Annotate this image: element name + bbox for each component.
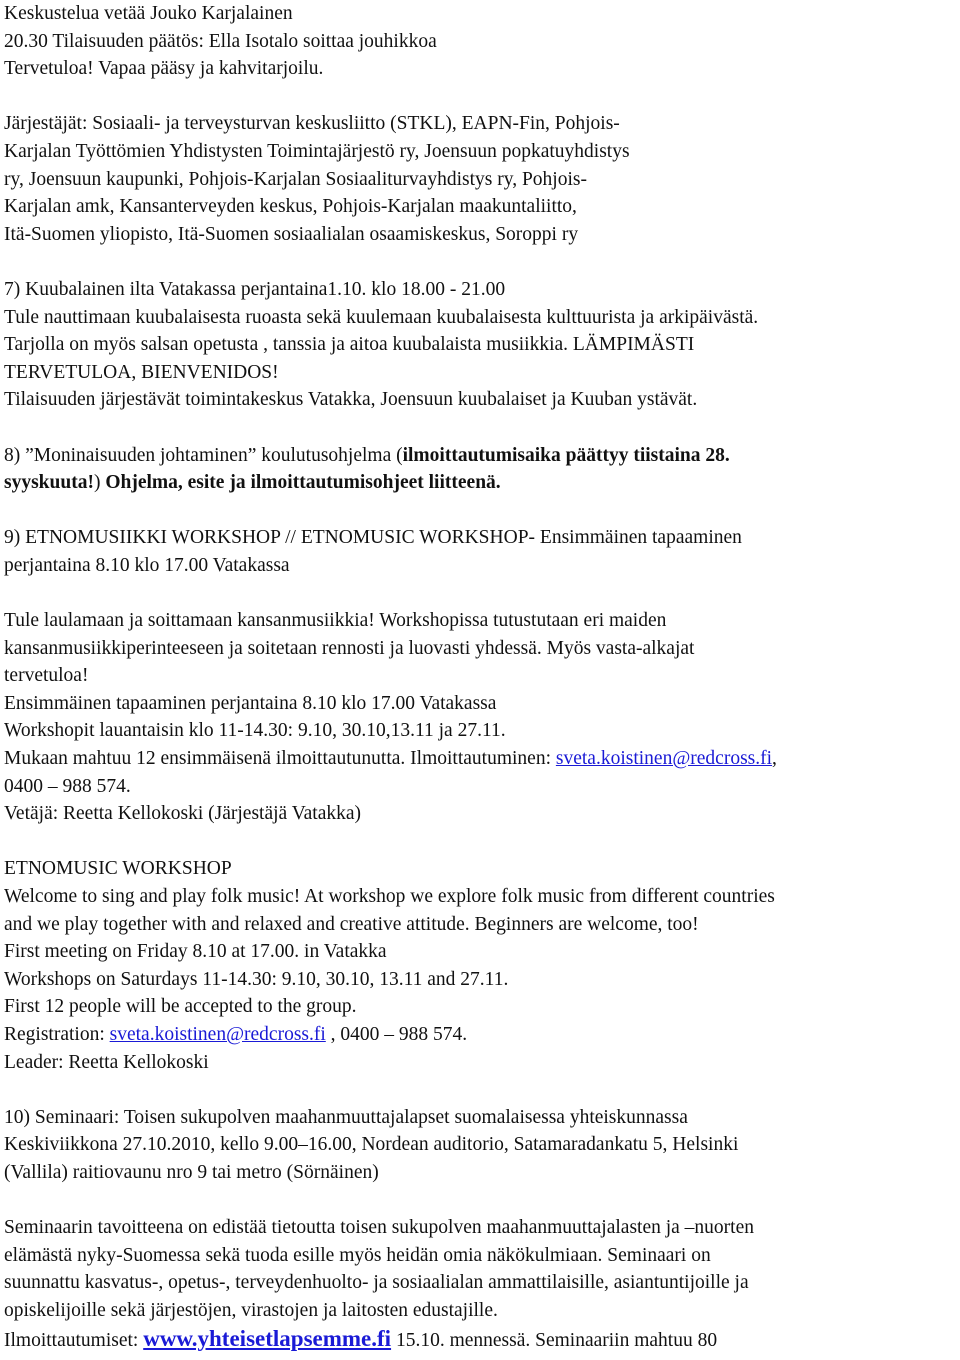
english-line [4,1021,956,1049]
section-10-line: elämästä nyky-Suomessa sekä tuoda esille myös heidän omia näkökulmiaan. Seminaari on [4,1244,711,1266]
section-8-title: 8) ”Moninaisuuden johtaminen” koulutusohjelma ( [4,444,403,466]
spacer [4,1187,956,1215]
section-9-line: tervetuloa! [4,665,89,687]
text-line: Tervetuloa! Vapaa pääsy ja kahvitarjoilu. [4,58,324,80]
section-9-title-cont: perjantaina 8.10 klo 17.00 Vatakassa [4,554,290,576]
section-7-line: Tilaisuuden järjestävät toimintakeskus Vatakka, Joensuun kuubalaiset ja Kuuban ystävät. [4,389,698,411]
section-7-line: Tule nauttimaan kuubalaisesta ruoasta sekä kuulemaan kuubalaisesta kulttuurista ja arkipäivästä. [4,306,759,328]
english-line: and we play together with and relaxed and creative attitude. Beginners are welcome, too! [4,913,699,935]
section-9-line: kansanmusiikkiperinteeseen ja soitetaan rennosti ja luovasti yhdessä. Myös vasta-alkajat [4,637,695,659]
spacer [4,414,956,442]
text-line: Keskustelua vetää Jouko Karjalainen [4,3,293,24]
section-10-line: Seminaarin tavoitteena on edistää tietoutta toisen sukupolven maahanmuuttajalasten ja –nuorten [4,1217,754,1239]
section-10-title: 10) Seminaari: Toisen sukupolven maahanmuuttajalapset suomalaisessa yhteiskunnassa [4,1106,688,1128]
english-section-title: ETNOMUSIC WORKSHOP [4,858,232,880]
section-10-line [4,1325,956,1353]
registration-deadline: ilmoittautumisaika päättyy tiistaina 28. [402,444,730,466]
email-link[interactable]: sveta.koistinen@redcross.fi [109,1023,326,1045]
registration-deadline-end: syyskuuta! [4,472,94,494]
english-line: Leader: Reetta Kellokoski [4,1051,209,1073]
section-9-title: 9) ETNOMUSIIKKI WORKSHOP // ETNOMUSIC WORKSHOP- Ensimmäinen tapaaminen [4,527,742,549]
attachments-note: Ohjelma, esite ja ilmoittautumisohjeet liitteenä. [105,472,501,494]
section-7-title: 7) Kuubalainen ilta Vatakassa perjantaina1.10. klo 18.00 - 21.00 [4,278,506,300]
section-10-line: opiskelijoille sekä järjestöjen, virastojen ja laitosten edustajille. [4,1299,498,1321]
spacer [4,497,956,525]
organizers-line: Karjalan Työttömien Yhdistysten Toimintajärjestö ry, Joensuun popkatuyhdistys [4,140,630,162]
english-line: First meeting on Friday 8.10 at 17.00. in Vatakka [4,941,387,963]
section-9-line [4,745,956,773]
organizers-line: Karjalan amk, Kansanterveyden keskus, Pohjois-Karjalan maakuntaliitto, [4,196,577,218]
organizers-line: Järjestäjät: Sosiaali- ja terveysturvan keskusliitto (STKL), EAPN-Fin, Pohjois- [4,113,620,135]
spacer [4,83,956,111]
english-line: First 12 people will be accepted to the group. [4,996,357,1018]
section-9-line: Vetäjä: Reetta Kellokoski (Järjestäjä Vatakka) [4,803,362,825]
spacer [4,579,956,607]
organizers-line: Itä-Suomen yliopisto, Itä-Suomen sosiaalialan osaamiskeskus, Soroppi ry [4,223,579,245]
english-line: Welcome to sing and play folk music! At workshop we explore folk music from different countries [4,886,775,907]
section-10-line: suunnattu kasvatus-, opetus-, terveydenhuolto- ja sosiaalialan ammattilaisille, asiantuntijoille ja [4,1272,749,1294]
section-10-line: (Vallila) raitiovaunu nro 9 tai metro (Sörnäinen) [4,1161,379,1183]
spacer [4,1076,956,1104]
section-9-line: Tule laulamaan ja soittamaan kansanmusiikkia! Workshopissa tutustutaan eri maiden [4,610,667,632]
website-link[interactable]: www.yhteisetlapsemme.fi [143,1325,392,1351]
text-line: 20.30 Tilaisuuden päätös: Ella Isotalo soittaa jouhikkoa [4,30,437,52]
email-link[interactable]: sveta.koistinen@redcross.fi [555,748,773,770]
spacer [4,248,956,276]
spacer [4,828,956,856]
section-9-line: Workshopit lauantaisin klo 11-14.30: 9.10, 30.10,13.11 ja 27.11. [4,720,506,742]
comma: , [772,748,777,770]
organizers-line: ry, Joensuun kaupunki, Pohjois-Karjalan Sosiaaliturvayhdistys ry, Pohjois- [4,168,587,190]
section-10-line: Keskiviikkona 27.10.2010, kello 9.00–16.00, Nordean auditorio, Satamaradankatu 5, Helsinki [4,1134,739,1156]
section-7-line: Tarjolla on myös salsan opetusta , tanssia ja aitoa kuubalaista musiikkia. LÄMPIMÄSTI [4,334,695,356]
section-8-line [4,442,956,470]
section-8-line [4,469,956,497]
registration-label: Registration: [4,1023,110,1045]
deadline-text: 15.10. mennessä. Seminaariin mahtuu 80 [391,1329,718,1351]
phone-number: 0400 – 988 574. [4,775,131,797]
section-9-line: Ensimmäinen tapaaminen perjantaina 8.10 klo 17.00 Vatakassa [4,692,497,714]
registration-label: Ilmoittautumiset: [4,1329,144,1351]
english-line: Workshops on Saturdays 11-14.30: 9.10, 30.10, 13.11 and 27.11. [4,968,509,990]
paren-text: ) [93,472,106,494]
registration-text: Mukaan mahtuu 12 ensimmäisenä ilmoittautunutta. Ilmoittautuminen: [4,748,556,770]
phone-text: , 0400 – 988 574. [325,1023,468,1045]
section-7-line: TERVETULOA, BIENVENIDOS! [4,361,279,383]
